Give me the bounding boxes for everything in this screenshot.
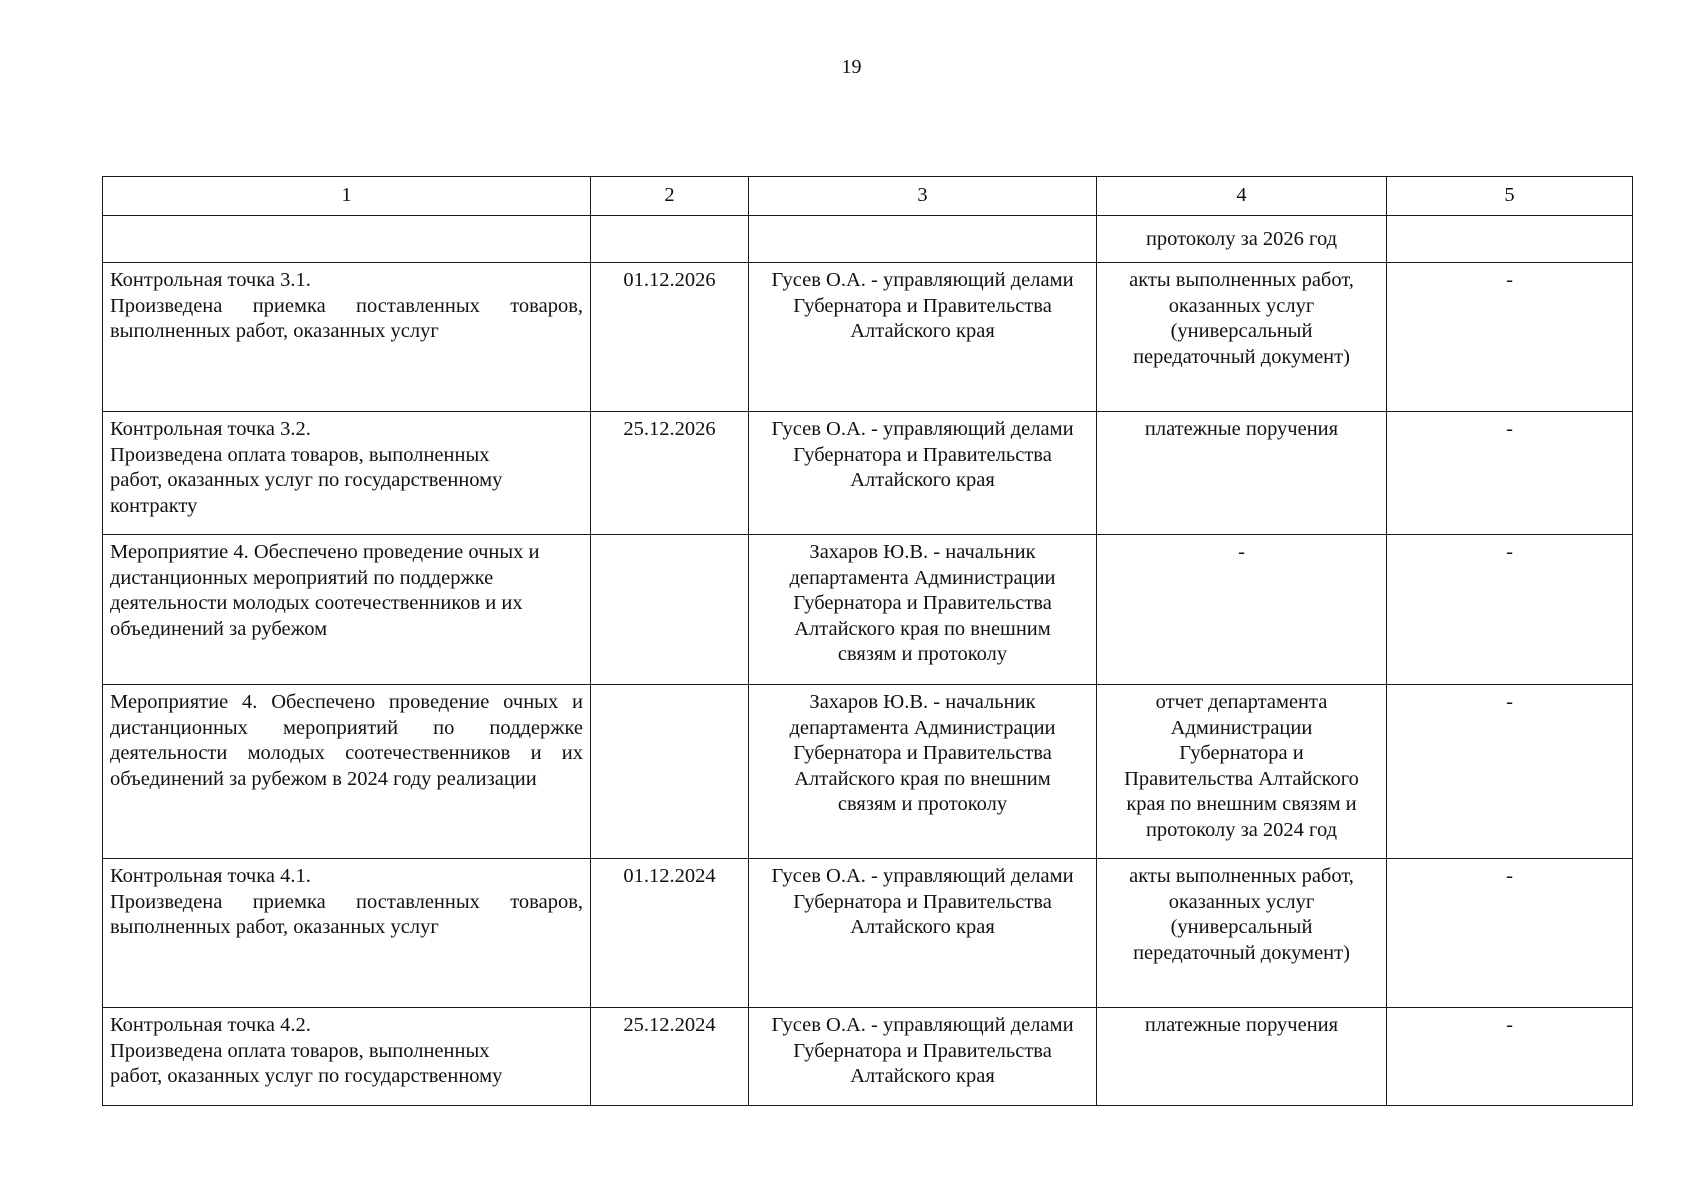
activity-title: Контрольная точка 4.1.: [110, 865, 311, 887]
responsible-line: Губернатора и Правительства: [793, 294, 1052, 317]
responsible-line: Алтайского края по внешним: [794, 767, 1051, 790]
responsible-cell: [749, 859, 1097, 1008]
document-line: (универсальный: [1170, 916, 1313, 938]
document-cell: [1097, 412, 1387, 535]
document-line: акты выполненных работ,: [1129, 865, 1354, 887]
responsible-cell: [749, 685, 1097, 859]
activity-text: Произведена приемка поставленных товаров, выполненных работ, оказанных услуг: [110, 890, 583, 938]
date-cell: 01.12.2026: [591, 263, 749, 412]
activity-cell: [103, 1008, 591, 1106]
table-row: [103, 685, 1633, 859]
activity-title: Контрольная точка 3.1.: [110, 269, 311, 291]
responsible-line: Алтайского края по внешним: [794, 617, 1051, 640]
responsible-line: Алтайского края: [850, 469, 995, 491]
document-line: оказанных услуг: [1168, 890, 1315, 913]
document-line: отчет департамента: [1155, 691, 1328, 713]
plan-table: [102, 176, 1633, 1106]
responsible-line: Губернатора и Правительства: [793, 592, 1052, 614]
note-cell: -: [1387, 859, 1633, 1008]
document-line: края по внешним связям и: [1126, 793, 1357, 815]
table-row: [103, 535, 1633, 685]
responsible-line: Гусев О.А. - управляющий делами: [771, 418, 1074, 440]
responsible-line: Губернатора и Правительства: [793, 742, 1052, 764]
responsible-line: Алтайского края: [850, 916, 995, 938]
document-line: оказанных услуг: [1168, 294, 1315, 317]
table-row: [103, 1008, 1633, 1106]
document-line: -: [1238, 541, 1245, 563]
responsible-line: Губернатора и Правительства: [793, 890, 1052, 913]
column-header-2: 2: [591, 177, 749, 216]
activity-title: Контрольная точка 3.2.: [110, 418, 311, 440]
activity-cell: [103, 263, 591, 412]
date-cell: 25.12.2024: [591, 1008, 749, 1106]
document-line: протоколу за 2026 год: [1145, 227, 1338, 250]
responsible-line: Губернатора и Правительства: [793, 1039, 1052, 1062]
date-cell: [591, 535, 749, 685]
responsible-line: Гусев О.А. - управляющий делами: [771, 1014, 1074, 1036]
document-line: платежные поручения: [1144, 1014, 1339, 1036]
column-header-1: 1: [103, 177, 591, 216]
responsible-cell: [749, 1008, 1097, 1106]
document-line: передаточный документ): [1133, 345, 1350, 368]
activity-text: работ, оказанных услуг по государственному: [110, 469, 503, 491]
document-line: Губернатора и: [1179, 742, 1304, 764]
responsible-line: связям и протоколу: [837, 793, 1008, 815]
activity-cell: [103, 412, 591, 535]
note-cell: -: [1387, 685, 1633, 859]
responsible-line: департамента Администрации: [789, 716, 1056, 739]
activity-cell: [103, 535, 591, 685]
document-line: Администрации: [1170, 716, 1313, 739]
document-line: протоколу за 2024 год: [1145, 818, 1338, 841]
document-cell: [1097, 216, 1387, 263]
responsible-cell: [749, 535, 1097, 685]
table-row: [103, 263, 1633, 412]
responsible-line: связям и протоколу: [837, 643, 1008, 665]
activity-cell: [103, 859, 591, 1008]
note-cell: -: [1387, 263, 1633, 412]
activity-text: Мероприятие 4. Обеспечено проведение очных и дистанционных мероприятий по поддержке деятельности молодых соотечественников и их объединений за рубежом в 2024 году реализации: [110, 691, 583, 790]
responsible-cell: [749, 216, 1097, 263]
date-cell: [591, 685, 749, 859]
responsible-line: Захаров Ю.В. - начальник: [809, 691, 1036, 713]
document-line: платежные поручения: [1144, 418, 1339, 440]
activity-text: контракту: [110, 494, 198, 517]
activity-text: Мероприятие 4. Обеспечено проведение очных и: [110, 541, 540, 563]
activity-text: деятельности молодых соотечественников и их: [110, 592, 523, 614]
note-cell: -: [1387, 1008, 1633, 1106]
note-cell: -: [1387, 412, 1633, 535]
document-line: Правительства Алтайского: [1124, 767, 1359, 790]
document-cell: [1097, 263, 1387, 412]
responsible-cell: [749, 263, 1097, 412]
activity-text: Произведена оплата товаров, выполненных: [110, 443, 490, 466]
note-cell: [1387, 216, 1633, 263]
responsible-line: Губернатора и Правительства: [793, 443, 1052, 466]
activity-text: Произведена оплата товаров, выполненных: [110, 1039, 490, 1062]
activity-cell: [103, 685, 591, 859]
document-line: акты выполненных работ,: [1129, 269, 1354, 291]
activity-cell: [103, 216, 591, 263]
column-header-4: 4: [1097, 177, 1387, 216]
responsible-cell: [749, 412, 1097, 535]
document-line: передаточный документ): [1133, 941, 1350, 964]
column-header-5: 5: [1387, 177, 1633, 216]
activity-text: дистанционных мероприятий по поддержке: [110, 566, 494, 589]
document-cell: [1097, 535, 1387, 685]
responsible-line: Гусев О.А. - управляющий делами: [771, 865, 1074, 887]
activity-title: Контрольная точка 4.2.: [110, 1014, 311, 1036]
table-row: [103, 216, 1633, 263]
table-row: [103, 859, 1633, 1008]
table-header-row: [103, 177, 1633, 216]
page-number: 19: [841, 56, 862, 78]
document-cell: [1097, 859, 1387, 1008]
responsible-line: департамента Администрации: [789, 566, 1056, 589]
responsible-line: Алтайского края: [850, 1065, 995, 1087]
responsible-line: Гусев О.А. - управляющий делами: [771, 269, 1074, 291]
activity-text: работ, оказанных услуг по государственному: [110, 1065, 503, 1087]
table-row: [103, 412, 1633, 535]
column-header-3: 3: [749, 177, 1097, 216]
date-cell: 25.12.2026: [591, 412, 749, 535]
activity-text: объединений за рубежом: [110, 617, 328, 640]
document-line: (универсальный: [1170, 320, 1313, 342]
note-cell: -: [1387, 535, 1633, 685]
document-cell: [1097, 685, 1387, 859]
date-cell: 01.12.2024: [591, 859, 749, 1008]
activity-text: Произведена приемка поставленных товаров, выполненных работ, оказанных услуг: [110, 294, 583, 342]
date-cell: [591, 216, 749, 263]
document-cell: [1097, 1008, 1387, 1106]
responsible-line: Алтайского края: [850, 320, 995, 342]
responsible-line: Захаров Ю.В. - начальник: [809, 541, 1036, 563]
